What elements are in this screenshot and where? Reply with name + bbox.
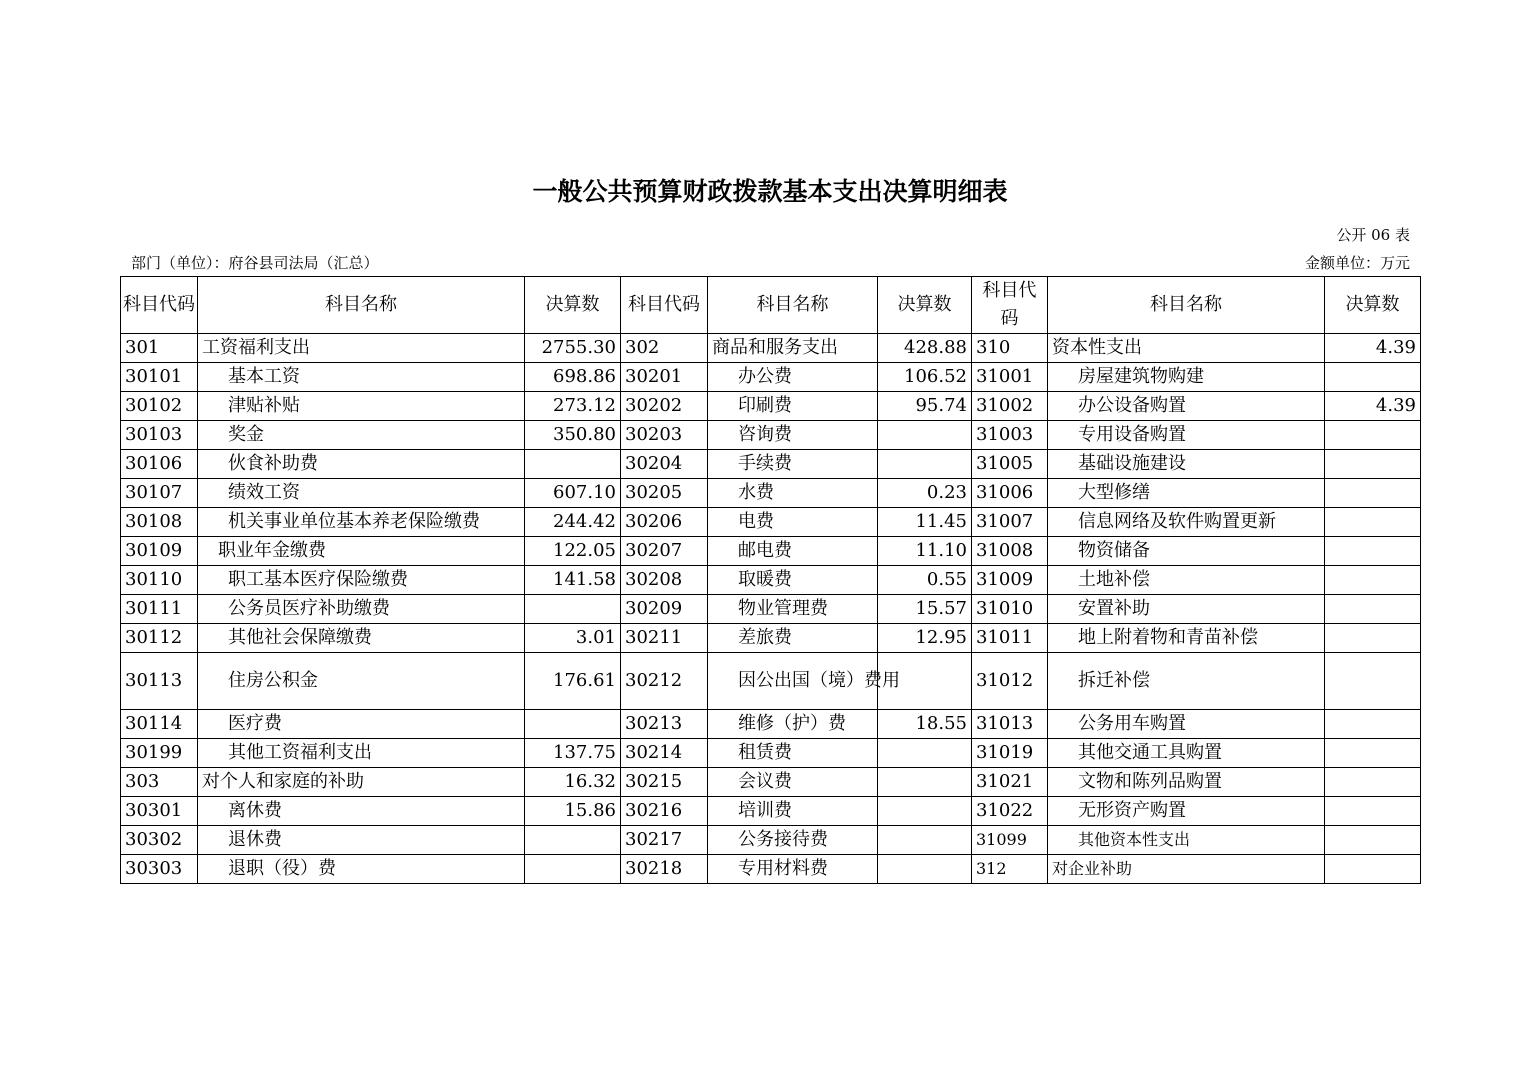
header-amount-2: 决算数 (878, 277, 972, 334)
cell-amount: 18.55 (878, 710, 972, 739)
cell-code: 30107 (121, 479, 198, 508)
cell-name: 地上附着物和青苗补偿 (1048, 624, 1325, 653)
table-row (121, 450, 1421, 479)
cell-amount (1325, 826, 1421, 855)
cell-code: 30216 (621, 797, 708, 826)
cell-amount (1325, 421, 1421, 450)
cell-code: 30202 (621, 392, 708, 421)
cell-amount (1325, 537, 1421, 566)
cell-name: 维修（护）费 (708, 710, 878, 739)
cell-name: 津贴补贴 (198, 392, 525, 421)
table-row (121, 392, 1421, 421)
cell-code: 30214 (621, 739, 708, 768)
cell-code: 30109 (121, 537, 198, 566)
cell-amount: 122.05 (525, 537, 621, 566)
cell-code: 30102 (121, 392, 198, 421)
cell-code: 30101 (121, 363, 198, 392)
amount-unit-label: 金额单位：万元 (1304, 254, 1410, 272)
budget-detail-table (120, 276, 1421, 884)
cell-name: 信息网络及软件购置更新 (1048, 508, 1325, 537)
cell-amount: 137.75 (525, 739, 621, 768)
cell-amount (1325, 710, 1421, 739)
cell-amount (1325, 479, 1421, 508)
cell-code: 30203 (621, 421, 708, 450)
cell-name: 商品和服务支出 (708, 334, 878, 363)
cell-name: 绩效工资 (198, 479, 525, 508)
cell-code: 31022 (972, 797, 1048, 826)
cell-code: 30103 (121, 421, 198, 450)
cell-name: 对企业补助 (1048, 855, 1325, 884)
table-row (121, 566, 1421, 595)
cell-amount: 350.80 (525, 421, 621, 450)
cell-name: 租赁费 (708, 739, 878, 768)
cell-name: 取暖费 (708, 566, 878, 595)
cell-code: 30206 (621, 508, 708, 537)
cell-amount (1325, 653, 1421, 710)
table-row (121, 508, 1421, 537)
cell-code: 30204 (621, 450, 708, 479)
cell-name: 大型修缮 (1048, 479, 1325, 508)
cell-name: 公务员医疗补助缴费 (198, 595, 525, 624)
cell-amount (1325, 566, 1421, 595)
cell-code: 310 (972, 334, 1048, 363)
cell-name: 对个人和家庭的补助 (198, 768, 525, 797)
cell-code: 30201 (621, 363, 708, 392)
table-row (121, 421, 1421, 450)
cell-code: 30110 (121, 566, 198, 595)
cell-amount (1325, 624, 1421, 653)
cell-name: 伙食补助费 (198, 450, 525, 479)
cell-name: 公务用车购置 (1048, 710, 1325, 739)
cell-amount: 15.57 (878, 595, 972, 624)
cell-code: 30113 (121, 653, 198, 710)
cell-name: 房屋建筑物购建 (1048, 363, 1325, 392)
cell-amount (878, 768, 972, 797)
cell-amount (1325, 595, 1421, 624)
cell-name: 安置补助 (1048, 595, 1325, 624)
cell-amount (878, 797, 972, 826)
cell-amount: 11.45 (878, 508, 972, 537)
cell-code: 30301 (121, 797, 198, 826)
table-row (121, 739, 1421, 768)
header-code-2: 科目代码 (621, 277, 708, 334)
cell-amount: 15.86 (525, 797, 621, 826)
cell-amount: 176.61 (525, 653, 621, 710)
header-amount-3: 决算数 (1325, 277, 1421, 334)
cell-amount: 428.88 (878, 334, 972, 363)
cell-amount: 141.58 (525, 566, 621, 595)
cell-name: 专用设备购置 (1048, 421, 1325, 450)
cell-amount (525, 595, 621, 624)
cell-code: 303 (121, 768, 198, 797)
table-row (121, 595, 1421, 624)
header-code-1: 科目代码 (121, 277, 198, 334)
cell-name: 其他交通工具购置 (1048, 739, 1325, 768)
cell-code: 31013 (972, 710, 1048, 739)
cell-name: 办公费 (708, 363, 878, 392)
table-row (121, 479, 1421, 508)
cell-code: 30108 (121, 508, 198, 537)
cell-name: 手续费 (708, 450, 878, 479)
cell-code: 301 (121, 334, 198, 363)
cell-amount (878, 450, 972, 479)
header-name-3: 科目名称 (1048, 277, 1325, 334)
cell-amount: 244.42 (525, 508, 621, 537)
cell-amount (525, 855, 621, 884)
cell-code: 30302 (121, 826, 198, 855)
cell-amount: 698.86 (525, 363, 621, 392)
cell-name: 水费 (708, 479, 878, 508)
page-title: 一般公共预算财政拨款基本支出决算明细表 (532, 177, 1008, 206)
cell-code: 31011 (972, 624, 1048, 653)
cell-code: 31005 (972, 450, 1048, 479)
cell-name: 退休费 (198, 826, 525, 855)
cell-name: 办公设备购置 (1048, 392, 1325, 421)
cell-amount: 16.32 (525, 768, 621, 797)
cell-name: 公务接待费 (708, 826, 878, 855)
cell-name: 咨询费 (708, 421, 878, 450)
cell-code: 31099 (972, 826, 1048, 855)
table-row (121, 768, 1421, 797)
cell-code: 30207 (621, 537, 708, 566)
table-row (121, 363, 1421, 392)
header-code-3: 科目代码 (972, 277, 1048, 334)
cell-amount (525, 450, 621, 479)
cell-code: 30217 (621, 826, 708, 855)
cell-amount: 11.10 (878, 537, 972, 566)
table-row (121, 797, 1421, 826)
cell-name: 差旅费 (708, 624, 878, 653)
cell-code: 30205 (621, 479, 708, 508)
cell-amount: 2755.30 (525, 334, 621, 363)
cell-amount (525, 710, 621, 739)
cell-name: 基础设施建设 (1048, 450, 1325, 479)
cell-name: 职业年金缴费 (198, 537, 525, 566)
table-row (121, 624, 1421, 653)
cell-name: 离休费 (198, 797, 525, 826)
cell-amount (878, 855, 972, 884)
cell-name: 因公出国（境）费用 (708, 653, 878, 710)
cell-amount (1325, 450, 1421, 479)
cell-name: 其他社会保障缴费 (198, 624, 525, 653)
cell-amount: 0.23 (878, 479, 972, 508)
cell-code: 31019 (972, 739, 1048, 768)
cell-name: 资本性支出 (1048, 334, 1325, 363)
cell-amount: 4.39 (1325, 334, 1421, 363)
table-row (121, 855, 1421, 884)
cell-name: 医疗费 (198, 710, 525, 739)
form-number: 公开 06 表 (1336, 226, 1410, 244)
cell-amount: 95.74 (878, 392, 972, 421)
cell-name: 物资储备 (1048, 537, 1325, 566)
cell-code: 31012 (972, 653, 1048, 710)
cell-name: 邮电费 (708, 537, 878, 566)
cell-name: 电费 (708, 508, 878, 537)
cell-code: 30303 (121, 855, 198, 884)
cell-amount (525, 826, 621, 855)
cell-code: 302 (621, 334, 708, 363)
cell-name: 其他资本性支出 (1048, 826, 1325, 855)
cell-amount (1325, 797, 1421, 826)
cell-code: 31003 (972, 421, 1048, 450)
cell-code: 30218 (621, 855, 708, 884)
cell-name: 奖金 (198, 421, 525, 450)
cell-code: 30215 (621, 768, 708, 797)
department-label: 部门（单位）：府谷县司法局（汇总） (131, 254, 379, 272)
cell-code: 31007 (972, 508, 1048, 537)
cell-name: 会议费 (708, 768, 878, 797)
header-name-2: 科目名称 (708, 277, 878, 334)
cell-name: 拆迁补偿 (1048, 653, 1325, 710)
cell-name: 职工基本医疗保险缴费 (198, 566, 525, 595)
cell-code: 30112 (121, 624, 198, 653)
cell-amount: 0.55 (878, 566, 972, 595)
cell-amount (878, 739, 972, 768)
cell-name: 物业管理费 (708, 595, 878, 624)
cell-amount (1325, 739, 1421, 768)
cell-code: 30213 (621, 710, 708, 739)
cell-code: 30199 (121, 739, 198, 768)
cell-name: 土地补偿 (1048, 566, 1325, 595)
header-amount-1: 决算数 (525, 277, 621, 334)
cell-code: 31009 (972, 566, 1048, 595)
table-header-row (121, 277, 1421, 334)
cell-code: 31021 (972, 768, 1048, 797)
cell-code: 30212 (621, 653, 708, 710)
table-row (121, 710, 1421, 739)
cell-amount: 273.12 (525, 392, 621, 421)
cell-code: 30211 (621, 624, 708, 653)
cell-amount (878, 826, 972, 855)
cell-name: 专用材料费 (708, 855, 878, 884)
cell-amount: 607.10 (525, 479, 621, 508)
cell-name: 其他工资福利支出 (198, 739, 525, 768)
cell-name: 机关事业单位基本养老保险缴费 (198, 508, 525, 537)
header-name-1: 科目名称 (198, 277, 525, 334)
table-row (121, 334, 1421, 363)
cell-name: 文物和陈列品购置 (1048, 768, 1325, 797)
cell-amount (1325, 508, 1421, 537)
cell-code: 30209 (621, 595, 708, 624)
cell-amount (878, 421, 972, 450)
cell-amount (1325, 855, 1421, 884)
table-row (121, 537, 1421, 566)
cell-code: 30111 (121, 595, 198, 624)
cell-code: 30208 (621, 566, 708, 595)
cell-code: 31002 (972, 392, 1048, 421)
cell-code: 31008 (972, 537, 1048, 566)
cell-code: 31010 (972, 595, 1048, 624)
cell-name: 基本工资 (198, 363, 525, 392)
cell-amount: 4.39 (1325, 392, 1421, 421)
cell-code: 312 (972, 855, 1048, 884)
cell-name: 退职（役）费 (198, 855, 525, 884)
cell-name: 无形资产购置 (1048, 797, 1325, 826)
cell-amount (1325, 363, 1421, 392)
cell-amount (1325, 768, 1421, 797)
cell-code: 30114 (121, 710, 198, 739)
table-row (121, 826, 1421, 855)
cell-amount: 3.01 (525, 624, 621, 653)
cell-name: 住房公积金 (198, 653, 525, 710)
table-row (121, 653, 1421, 710)
cell-code: 30106 (121, 450, 198, 479)
cell-amount: 106.52 (878, 363, 972, 392)
cell-amount: 12.95 (878, 624, 972, 653)
cell-code: 31006 (972, 479, 1048, 508)
cell-name: 印刷费 (708, 392, 878, 421)
cell-code: 31001 (972, 363, 1048, 392)
cell-name: 培训费 (708, 797, 878, 826)
cell-name: 工资福利支出 (198, 334, 525, 363)
